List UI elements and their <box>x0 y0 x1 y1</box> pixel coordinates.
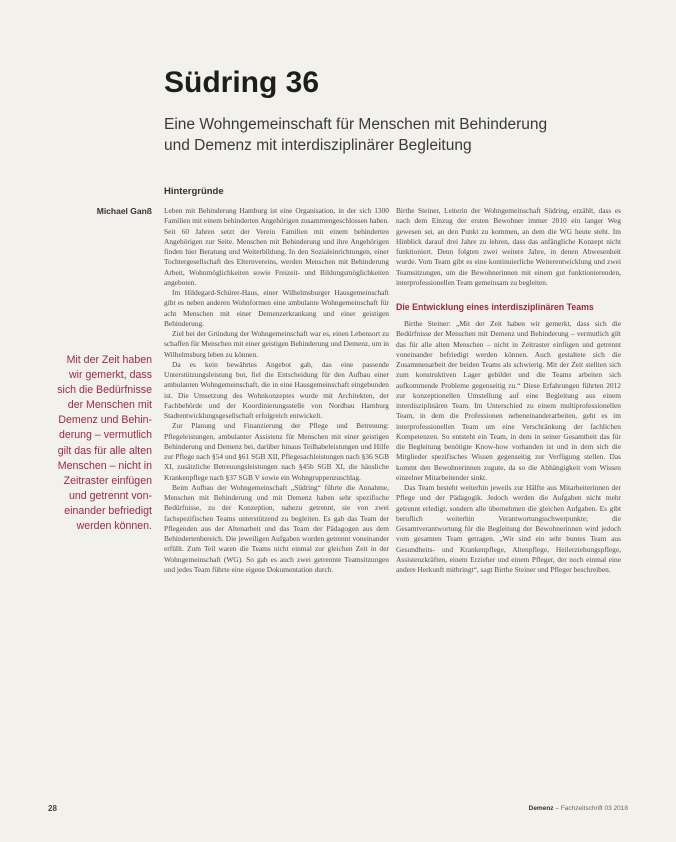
body-paragraph: Ziel bei der Gründung der Wohngemeinschaft war es, einen Lebensort zu schaffen für Menschen mit einer geistigen Behinderung und Demenz, um in Wilhelmsburg leben zu können. <box>164 329 389 359</box>
pull-quote-line: Zeitraster einfügen <box>63 474 152 487</box>
pull-quote-line: sich die Bedürfnisse <box>57 384 152 397</box>
pull-quote-line: derung – vermutlich <box>58 429 152 442</box>
pull-quote-line: werden können. <box>76 520 152 533</box>
body-paragraph: Leben mit Behinderung Hamburg ist eine Organisation, in der sich 1300 Familien mit einem behinderten Angehörigen zusammengeschlossen haben. Seit 60 Jahren setzt der Verein Familien mit einem behinderten Angehörigen zur Seite. Menschen mit Behinderung und ihre Angehörigen finden hier Beratung und Weiterbildung. In den Sozialeinrichtungen, einer Tochtergesellschaft des Elternvereins, werden Menschen mit Behinderung Arbeit, Wohnmöglichkeiten sowie Freizeit- und Bildungsmöglichkeiten angeboten. <box>164 206 389 287</box>
section-heading: Die Entwicklung eines interdisziplinären Teams <box>396 302 594 312</box>
pull-quote <box>16 353 152 534</box>
body-paragraph: Birthe Steiner, Leiterin der Wohngemeinschaft Südring, erzählt, dass es nach dem Einzug der ersten Bewohner immer 2010 ein langer Weg gewesen sei, an den Punkt zu kommen, an dem die WG heute steht. Im Hinblick darauf drei Jahre zu lehren, dass das anfängliche Konzept nicht funktioniert. Denn folgten zwei weitere Jahre, in denen Abwesenheit wurde. Vom Team gibt es eine kontinuierliche Weiterentwicklung und zwei Teamsitzungen, um die Bewohnerinnen mit einem gut funktionierenden, interprofessionellen Team gemeinsam zu begleiten. <box>396 206 621 287</box>
publication-name: Demenz <box>528 805 554 812</box>
article-title: Südring 36 <box>164 66 320 99</box>
publication-footer <box>488 805 628 812</box>
subtitle-line: und Demenz mit interdisziplinärer Begleitung <box>164 137 472 154</box>
author-name: Michael Ganß <box>96 206 152 216</box>
pull-quote-line: Demenz und Behin- <box>58 414 152 427</box>
article-subtitle <box>164 114 634 156</box>
pull-quote-line: und getrennt von- <box>68 489 152 502</box>
pull-quote-line: wir gemerkt, dass <box>68 369 152 382</box>
section-kicker: Hintergründe <box>164 186 224 197</box>
subtitle-line: Eine Wohngemeinschaft für Menschen mit Behinderung <box>164 116 548 133</box>
page-number: 28 <box>48 804 57 813</box>
body-column-left <box>164 206 389 575</box>
pull-quote-line: einander befriedigt <box>64 504 152 517</box>
body-paragraph: Da es kein bewährtes Angebot gab, das eine passende Unterstützungsleistung bot, fiel die Entscheidung für den Aufbau einer ambulanten Wohngemeinschaft, die in eine Hausgemeinschaft eingebunden ist. Die Umsetzung des Wohnkonzeptes wurde mit Architekten, der Fachbehörde und der Koordinierungsstelle von Nordbau Hamburg Stadtentwicklungsgesellschaft erfolgreich entwickelt. <box>164 359 389 420</box>
pull-quote-line: Mit der Zeit haben <box>66 354 152 366</box>
publication-issue: – Fachzeitschrift 03 2018 <box>555 805 628 812</box>
pull-quote-line: Menschen – nicht in <box>57 459 152 472</box>
pull-quote-line: der Menschen mit <box>67 399 152 412</box>
body-paragraph: Birthe Steiner: „Mit der Zeit haben wir gemerkt, dass sich die Bedürfnisse der Menschen mit Demenz und Behinderung – vermutlich gilt das für alle alten Menschen – nicht in Zeitraster einfügen und getrennt voneinander befriedigt werden können. Auch gestaltete sich die Zusammenarbeit der beiden Teams als schwierig. Mit der Zeit stellten sich zum konstruktiven Lager gebildet und die Teams arbeiten sich aufkommende Probleme gegenseitig zu.“ Diese Erfahrungen führten 2012 zur konzeptionellen Umstellung auf eine Begleitung aus einem interdisziplinären Team. Im Unterschied zu einem multiprofessionellen Team, in dem die Professionen nebeneinanderarbeiten, geht es im interprofessionellen Team um eine Verschränkung der fachlichen Kompetenzen. So entsteht ein Team, in dem in seiner Gesamtheit das für die Begleitung benötigte Know-how vorhanden ist und in dem sich die Mitglieder spezifisches Wissen gegenseitig zur Verfügung stellen. Das kommt den Bewohnerinnen zugute, da so die Abhängigkeit vom Wissen einzelner Mitarbeitender sinkt. <box>396 319 621 482</box>
pull-quote-line: gilt das für alle alten <box>57 444 152 457</box>
body-column-right <box>396 206 621 575</box>
body-paragraph: Im Hildegard-Schürer-Haus, einer Wilhelmsburger Hausgemeinschaft gibt es neben anderen Wohnformen eine ambulante Wohngemeinschaft für acht Menschen mit einer Demenzerkrankung und einer geistigen Behinderung. <box>164 288 389 328</box>
body-paragraph: Das Team besteht weiterhin jeweils zur Hälfte aus Mitarbeiterinnen der Pflege und der Pädagogik. Jedoch werden die Aufgaben nicht mehr getrennt erledigt, sondern alle übernehmen die gleichen Aufgaben. Es gibt beruflich weiterhin Verantwortungsschwerpunkte; die Gesamtverantwortung für die Begleitung der Bewohnerinnen wird jedoch vom gesamten Team getragen. „Wir sind ein sehr buntes Team aus Gesundheits- und Krankenpflege, Altenpflege, Heilerziehungspflege, Assistenzkräften, einem Erzieher und einem Pfleger, der noch einmal eine andere Herkunft mitbringt“, sagt Birthe Steiner und Pfleger beschreiben. <box>396 483 621 574</box>
body-paragraph: Zur Planung und Finanzierung der Pflege und Betreuung: Pflegeleistungen, ambulanter Assistenz für Menschen mit einer geistigen Behinderung und Demenz bei, darüber hinaus Teilhabeleistungen und Hilfe zur Pflege nach §54 und §61 SGB XII, Pflegesachleistungen nach §36 SGB XI, zusätzliche Betreuungsleistungen nach §45b SGB XI, die häusliche Krankenpflege nach §37 SGB V sowie ein Wohngruppenzuschlag. <box>164 421 389 482</box>
body-paragraph: Beim Aufbau der Wohngemeinschaft „Südring“ führte die Annahme, Menschen mit Behinderung und mit Demenz haben sehr spezifische Bedürfnisse, zu der Konzeption, nahezu getrennt, sie von zwei fachspezifischen Teams unterstützend zu begleiten. Es gab das Team der Pflegenden aus der Altenarbeit und das Team der Pädagogen aus dem Behindertenbereich. Die jeweiligen Aufgaben wurden getrennt voneinander erfüllt. Zum Teil waren die Teams nicht einmal zur gleichen Zeit in der Wohngemeinschaft (WG). So gab es auch zwei getrennte Teamsitzungen und jedes Team führte eine eigene Dokumentation durch. <box>164 482 389 574</box>
